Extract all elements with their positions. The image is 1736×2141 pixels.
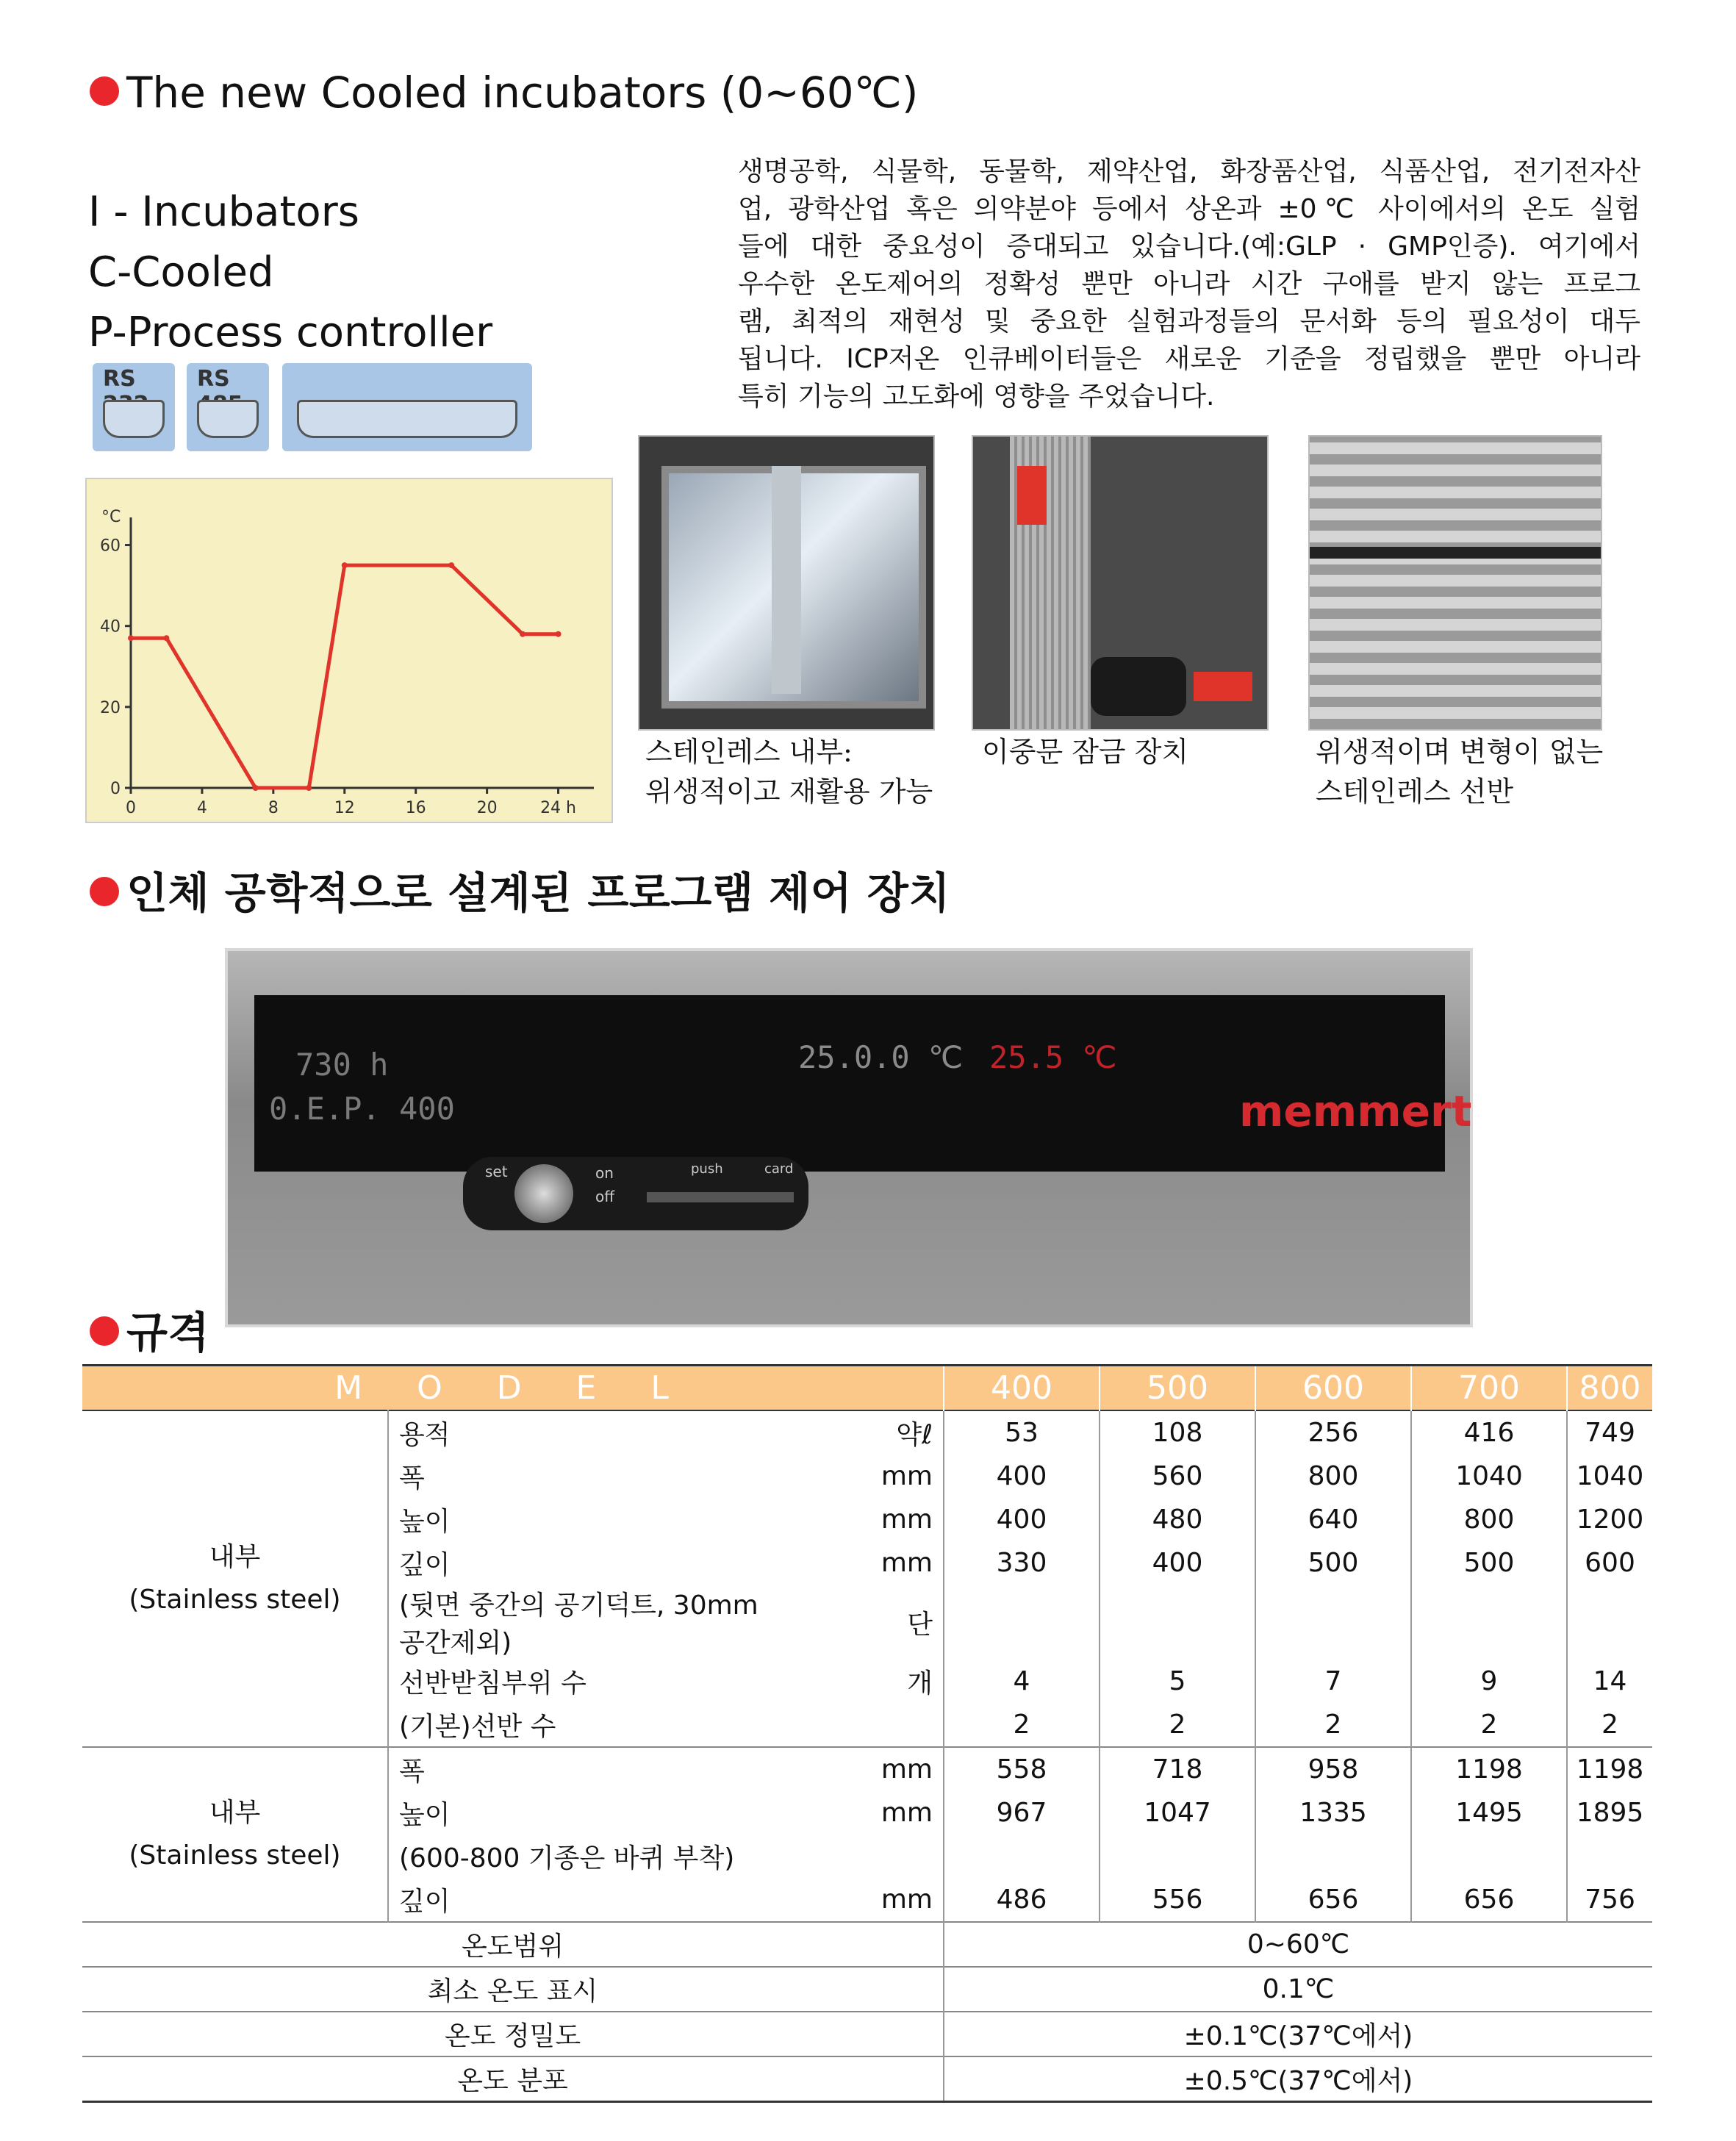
row-value: 1495 <box>1411 1791 1567 1835</box>
code-item-i: I - Incubators <box>88 188 359 236</box>
row-value: 480 <box>1100 1498 1255 1541</box>
group-label: 내부 (Stainless steel) <box>82 1747 388 1922</box>
bullet-icon <box>90 1316 119 1346</box>
common-row-label: 온도 분포 <box>82 2056 944 2102</box>
code-item-c: C-Cooled <box>88 248 274 296</box>
row-label: 깊이 <box>399 1887 451 1917</box>
y-axis-label: °C <box>101 508 121 526</box>
row-value: 558 <box>944 1747 1100 1791</box>
table-row <box>82 1410 1652 1455</box>
panel-display <box>254 995 1472 1172</box>
table-row <box>82 1967 1652 2012</box>
chart-svg <box>87 479 611 822</box>
series-point <box>520 631 526 637</box>
row-value <box>944 1585 1100 1660</box>
series-point <box>128 635 134 641</box>
knob-on-label: on <box>595 1164 614 1182</box>
row-value: 656 <box>1411 1878 1567 1922</box>
row-value: 600 <box>1567 1541 1652 1585</box>
series-line <box>131 565 559 788</box>
row-value: 256 <box>1255 1410 1411 1455</box>
control-knob[interactable] <box>514 1164 573 1223</box>
row-value: 330 <box>944 1541 1100 1585</box>
series-point <box>253 785 259 791</box>
model-600: 600 <box>1255 1366 1411 1411</box>
door-lock-photo <box>972 435 1269 731</box>
row-value: 800 <box>1411 1498 1567 1541</box>
row-value: 53 <box>944 1410 1100 1455</box>
row-label: 깊이 <box>399 1550 451 1580</box>
display-actual-temp: 25.5 ℃ <box>989 1039 1117 1075</box>
rs485-port-icon: RS <box>187 363 269 451</box>
model-label: M O D E L <box>82 1366 944 1411</box>
row-value: 14 <box>1567 1660 1652 1703</box>
row-value: 1198 <box>1567 1747 1652 1791</box>
bullet-icon <box>90 76 119 106</box>
rs232-port-icon: RS <box>93 363 175 451</box>
card-slot[interactable] <box>647 1192 794 1202</box>
row-label: (기본)선반 수 <box>399 1712 556 1742</box>
interior-photo <box>638 435 935 731</box>
row-unit: mm <box>778 1747 944 1791</box>
row-unit: mm <box>880 1505 933 1535</box>
series-point <box>342 562 348 568</box>
row-unit: 개 <box>907 1668 933 1699</box>
row-value: 1040 <box>1411 1455 1567 1498</box>
page-title: The new Cooled incubators (0~60℃) <box>90 68 918 118</box>
row-value: 718 <box>1100 1747 1255 1791</box>
section-heading-spec: 규격 <box>90 1298 209 1360</box>
row-value <box>1567 1835 1652 1878</box>
common-row-label: 온도 정밀도 <box>82 2012 944 2056</box>
x-tick-label: 4 <box>196 799 207 817</box>
row-value: 1047 <box>1100 1791 1255 1835</box>
model-500: 500 <box>1100 1366 1255 1411</box>
series-point <box>448 562 454 568</box>
y-tick-label: 60 <box>100 537 121 556</box>
knob-off-label: off <box>595 1188 615 1205</box>
row-label: 폭 <box>399 1463 425 1493</box>
row-value: 9 <box>1411 1660 1567 1703</box>
row-unit: 약ℓ <box>778 1410 944 1455</box>
model-800: 800 <box>1567 1366 1652 1411</box>
x-tick-label: 24 h <box>540 799 577 817</box>
table-row <box>82 2012 1652 2056</box>
intro-paragraph: 생명공학, 식물학, 동물학, 제약산업, 화장품산업, 식품산업, 전기전자산 업, 광학산업 혹은 의약분야 등에서 상온과 ±0℃ 사이에서의 온도 실험 들에 대한 중요성이 증대되고 있습니다.(예:GLP · GMP인증). 여기에서 우수한 온도제어의 정확성 뿐만 아니라 시간 구애를 받지 않는 프로그 램, 최적의 재현성 및 중요한 실험과정들의 문서화 등의 필요성이 대두 됩니다. ICP저온 인큐베이터들은 새로운 기준을 정립했을 뿐만 아니라 특히 기능의 고도화에 영향을 주었습니다. <box>738 157 1640 412</box>
x-tick-label: 8 <box>268 799 279 817</box>
row-value <box>1100 1585 1255 1660</box>
row-value: 500 <box>1411 1541 1567 1585</box>
shelf-photo <box>1308 435 1602 731</box>
row-value: 640 <box>1255 1498 1411 1541</box>
row-unit: mm <box>880 1884 933 1915</box>
spec-table <box>82 1364 1652 2103</box>
row-value: 1040 <box>1567 1455 1652 1498</box>
code-list <box>88 182 492 363</box>
row-unit <box>778 1835 944 1878</box>
memmert-logo: memmert <box>1239 1086 1472 1136</box>
model-700: 700 <box>1411 1366 1567 1411</box>
row-value: 400 <box>1100 1541 1255 1585</box>
row-label: 높이 <box>399 1800 451 1830</box>
series-point <box>306 785 312 791</box>
row-value: 1198 <box>1411 1747 1567 1791</box>
row-value: 400 <box>944 1498 1100 1541</box>
common-row-label: 최소 온도 표시 <box>82 1967 944 2012</box>
common-row-label: 온도범위 <box>82 1922 944 1967</box>
row-label: (뒷면 중간의 공기덕트, 30mm공간제외) <box>399 1590 758 1658</box>
series-point <box>163 635 169 641</box>
card-label: card <box>764 1161 794 1177</box>
row-value: 486 <box>944 1878 1100 1922</box>
row-value <box>1411 1835 1567 1878</box>
row-value <box>1255 1585 1411 1660</box>
arrow-up-icon <box>1017 466 1047 525</box>
row-value: 560 <box>1100 1455 1255 1498</box>
caption-door-lock: 이중문 잠금 장치 <box>982 736 1189 768</box>
caption-interior: 스테인레스 내부: 위생적이고 재활용 가능 <box>645 736 933 808</box>
row-unit: mm <box>880 1798 933 1828</box>
common-row-value: ±0.1℃(37℃에서) <box>944 2012 1652 2056</box>
bullet-icon <box>90 877 119 906</box>
control-panel-photo <box>225 948 1473 1327</box>
push-label: push <box>691 1161 723 1177</box>
model-400: 400 <box>944 1366 1100 1411</box>
display-time: 730 h <box>295 1047 389 1083</box>
row-value: 7 <box>1255 1660 1411 1703</box>
x-tick-label: 0 <box>126 799 136 817</box>
row-value: 967 <box>944 1791 1100 1835</box>
table-row <box>82 1747 1652 1791</box>
series-point <box>556 631 562 637</box>
x-tick-label: 12 <box>334 799 355 817</box>
row-value: 756 <box>1567 1878 1652 1922</box>
model-header-row <box>82 1366 1652 1411</box>
row-value: 108 <box>1100 1410 1255 1455</box>
row-label: (600-800 기종은 바퀴 부착) <box>399 1843 735 1873</box>
knob-set-label: set <box>485 1163 508 1180</box>
row-value: 1895 <box>1567 1791 1652 1835</box>
row-label: 높이 <box>399 1507 451 1537</box>
row-label: 폭 <box>388 1747 778 1791</box>
row-value: 4 <box>944 1660 1100 1703</box>
y-tick-label: 0 <box>110 780 121 798</box>
temperature-program-chart <box>85 478 613 823</box>
row-value: 5 <box>1100 1660 1255 1703</box>
display-program: 0.E.P. 400 <box>269 1091 455 1127</box>
display-set-temp: 25.0.0 ℃ <box>798 1039 964 1075</box>
row-value: 556 <box>1100 1878 1255 1922</box>
row-value: 500 <box>1255 1541 1411 1585</box>
row-value: 416 <box>1411 1410 1567 1455</box>
row-value: 656 <box>1255 1878 1411 1922</box>
y-tick-label: 20 <box>100 698 121 717</box>
table-row <box>82 2056 1652 2102</box>
arrow-left-icon <box>1194 672 1252 701</box>
common-row-value: 0~60℃ <box>944 1922 1652 1967</box>
control-knob-bar <box>463 1157 808 1230</box>
common-row-value: ±0.5℃(37℃에서) <box>944 2056 1652 2102</box>
caption-shelf: 위생적이며 변형이 없는 스테인레스 선반 <box>1316 736 1604 808</box>
row-label: 선반받침부위 수 <box>399 1668 587 1699</box>
row-unit <box>778 1703 944 1747</box>
row-unit: mm <box>880 1548 933 1578</box>
row-value: 749 <box>1567 1410 1652 1455</box>
row-value: 1200 <box>1567 1498 1652 1541</box>
row-value <box>1567 1585 1652 1660</box>
code-item-p: P-Process controller <box>88 309 493 356</box>
row-value: 2 <box>944 1703 1100 1747</box>
row-value: 958 <box>1255 1747 1411 1791</box>
row-value <box>1100 1835 1255 1878</box>
interface-ports <box>93 363 445 451</box>
row-value: 2 <box>1567 1703 1652 1747</box>
row-value: 800 <box>1255 1455 1411 1498</box>
table-row <box>82 1922 1652 1967</box>
group-label: 내부 (Stainless steel) <box>82 1410 388 1747</box>
row-value <box>944 1835 1100 1878</box>
section-heading-controller: 인체 공학적으로 설계된 프로그램 제어 장치 <box>90 858 950 920</box>
row-unit: 단 <box>907 1609 933 1640</box>
x-tick-label: 16 <box>405 799 426 817</box>
row-value: 2 <box>1100 1703 1255 1747</box>
row-value <box>1411 1585 1567 1660</box>
row-label: 용적 <box>388 1410 778 1455</box>
y-tick-label: 40 <box>100 617 121 636</box>
row-value: 400 <box>944 1455 1100 1498</box>
row-unit: mm <box>880 1461 933 1491</box>
parallel-port-icon <box>282 363 532 451</box>
row-value: 2 <box>1411 1703 1567 1747</box>
x-tick-label: 20 <box>476 799 498 817</box>
row-value: 1335 <box>1255 1791 1411 1835</box>
row-value: 2 <box>1255 1703 1411 1747</box>
common-row-value: 0.1℃ <box>944 1967 1652 2012</box>
row-value <box>1255 1835 1411 1878</box>
